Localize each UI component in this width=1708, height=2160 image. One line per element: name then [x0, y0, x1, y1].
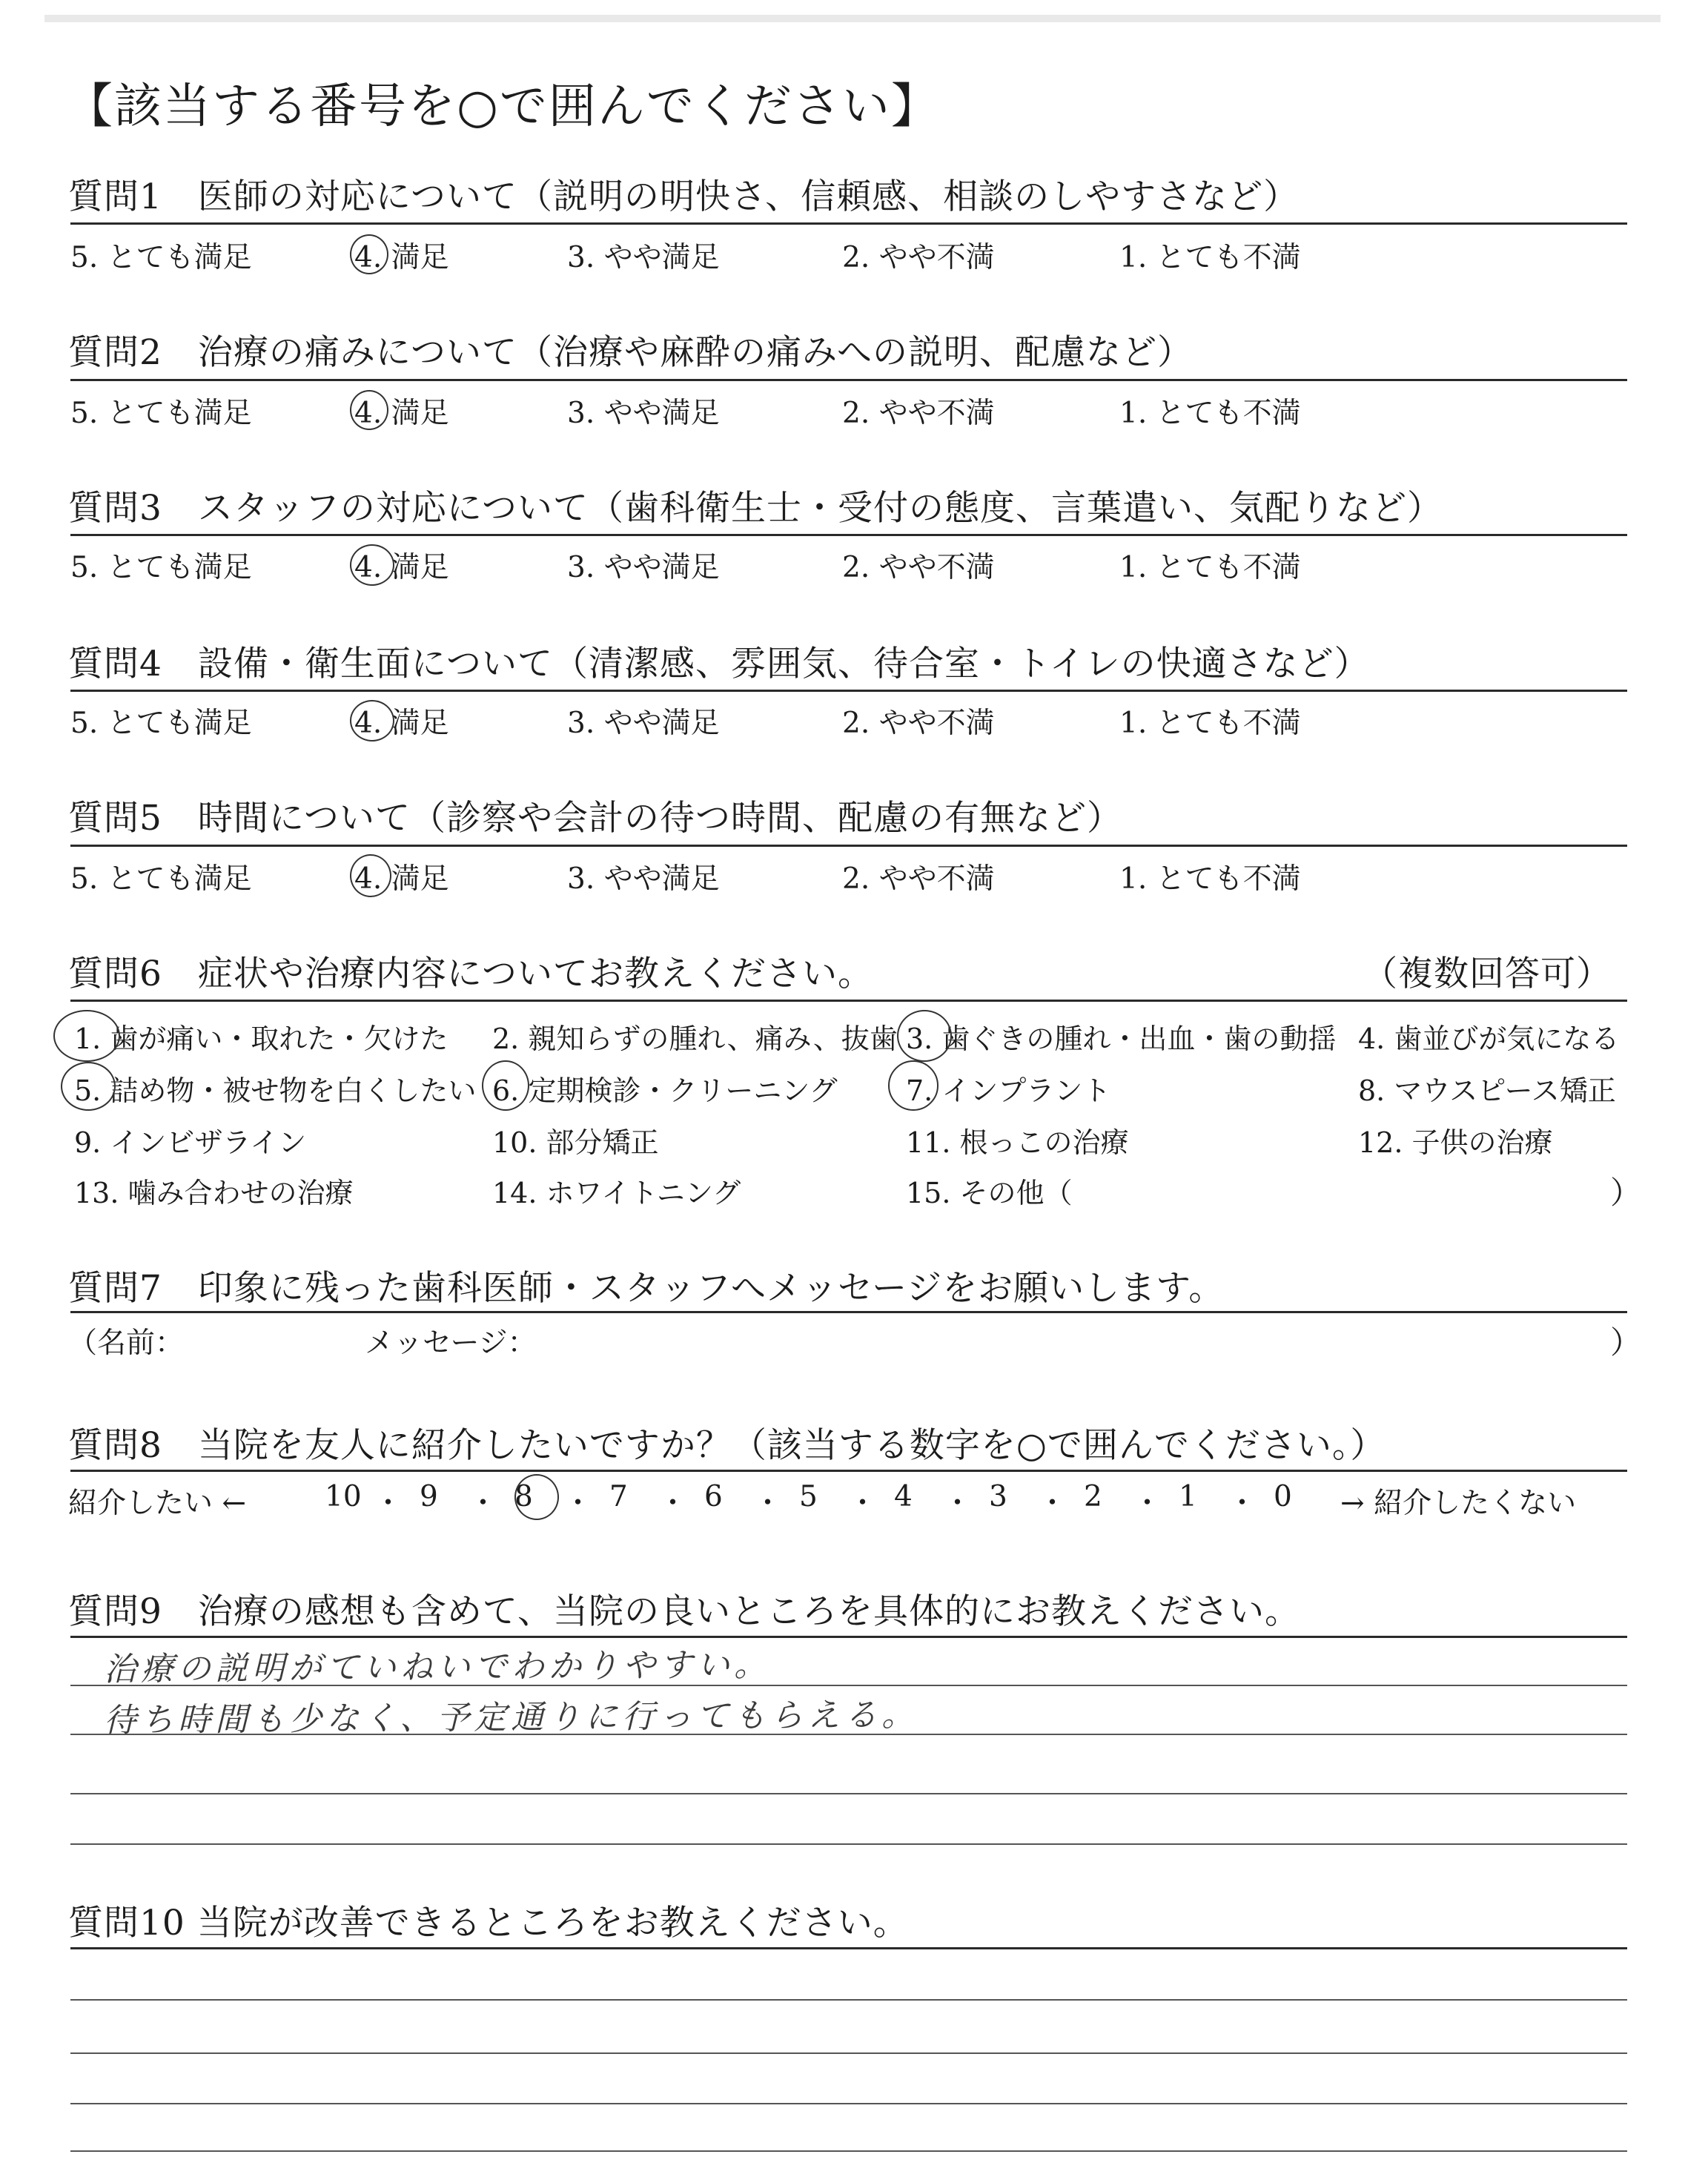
q1-option-4[interactable]: 4. 満足	[354, 241, 449, 274]
question-5-rule	[70, 845, 1627, 847]
selection-circle	[350, 854, 391, 897]
page-heading: 【該当する番号を○で囲んでください】	[65, 79, 940, 134]
q8-number-2[interactable]: 2	[1084, 1480, 1102, 1513]
q8-left-label: 紹介したい ←	[68, 1487, 247, 1520]
question-5-title: 質問5 時間について（診察や会計の待つ時間、配慮の有無など）	[68, 798, 1122, 839]
q3-option-3[interactable]: 3. やや満足	[567, 551, 720, 584]
q6-choice-6[interactable]: 6. 定期検診・クリーニング	[492, 1074, 838, 1107]
question-4-title: 質問4 設備・衛生面について（清潔感、雰囲気、待合室・トイレの快適さなど）	[68, 644, 1370, 684]
q1-option-3[interactable]: 3. やや満足	[567, 241, 720, 274]
selection-circle	[350, 700, 394, 742]
q6-other-close: ）	[1610, 1175, 1642, 1211]
selection-circle	[350, 390, 388, 430]
selection-circle	[888, 1060, 939, 1111]
question-10-rule	[70, 1947, 1627, 1949]
q7-message-label: メッセージ：	[365, 1327, 537, 1360]
q3-option-5[interactable]: 5. とても満足	[70, 551, 252, 584]
q8-number-10[interactable]: 10	[325, 1480, 362, 1513]
answer-line	[70, 2103, 1627, 2104]
question-10-title: 質問10 当院が改善できるところをお教えください。	[68, 1903, 909, 1943]
q7-name-label: （名前：	[68, 1327, 185, 1360]
selection-circle	[482, 1060, 529, 1111]
q6-choice-15[interactable]: 15. その他（	[906, 1177, 1073, 1209]
q4-option-3[interactable]: 3. やや満足	[567, 707, 720, 740]
answer-line	[70, 1843, 1627, 1845]
q6-choice-5[interactable]: 5. 詰め物・被せ物を白くしたい	[74, 1074, 477, 1107]
question-4-rule	[70, 690, 1627, 692]
question-9-title: 質問9 治療の感想も含めて、当院の良いところを具体的にお教えください。	[68, 1591, 1300, 1632]
q5-option-3[interactable]: 3. やや満足	[567, 862, 720, 896]
q8-separator: ・	[1038, 1487, 1068, 1520]
selection-circle	[350, 544, 394, 586]
q5-option-4[interactable]: 4. 満足	[354, 862, 449, 896]
q6-choice-7[interactable]: 7. インプラント	[906, 1074, 1111, 1107]
answer-line	[70, 1999, 1627, 2001]
q6-choice-11[interactable]: 11. 根っこの治療	[906, 1126, 1129, 1159]
q8-separator: ・	[563, 1487, 593, 1520]
selection-circle	[897, 1010, 952, 1062]
q8-separator: ・	[848, 1487, 878, 1520]
q8-separator: ・	[1228, 1487, 1257, 1520]
q6-choice-4[interactable]: 4. 歯並びが気になる	[1358, 1023, 1620, 1055]
q8-separator: ・	[469, 1487, 498, 1520]
q8-number-8[interactable]: 8	[514, 1480, 533, 1513]
q6-choice-2[interactable]: 2. 親知らずの腫れ、痛み、抜歯	[492, 1023, 898, 1055]
question-2-rule	[70, 379, 1627, 381]
question-8-title: 質問8 当院を友人に紹介したいですか？（該当する数字を○で囲んでください。）	[68, 1425, 1386, 1466]
question-6-rule	[70, 1000, 1627, 1002]
q8-number-5[interactable]: 5	[799, 1480, 818, 1513]
q2-option-5[interactable]: 5. とても満足	[70, 397, 252, 430]
answer-line	[70, 2150, 1627, 2152]
q8-separator: ・	[1133, 1487, 1162, 1520]
q8-separator: ・	[943, 1487, 973, 1520]
q8-right-label: → 紹介したくない	[1340, 1487, 1577, 1520]
question-8-rule	[70, 1470, 1627, 1472]
q3-option-1[interactable]: 1. とても不満	[1119, 551, 1301, 584]
q6-choice-8[interactable]: 8. マウスピース矯正	[1358, 1074, 1616, 1107]
q5-option-1[interactable]: 1. とても不満	[1119, 862, 1301, 896]
q2-option-1[interactable]: 1. とても不満	[1119, 397, 1301, 430]
answer-line	[70, 1793, 1627, 1794]
q8-number-9[interactable]: 9	[420, 1480, 438, 1513]
question-2-title: 質問2 治療の痛みについて（治療や麻酔の痛みへの説明、配慮など）	[68, 332, 1194, 373]
q2-option-4[interactable]: 4. 満足	[354, 397, 449, 430]
question-6-note: （複数回答可）	[1363, 954, 1612, 994]
q6-choice-12[interactable]: 12. 子供の治療	[1358, 1126, 1553, 1159]
q6-choice-14[interactable]: 14. ホワイトニング	[492, 1177, 741, 1209]
q6-choice-1[interactable]: 1. 歯が痛い・取れた・欠けた	[74, 1023, 448, 1055]
question-6-title: 質問6 症状や治療内容についてお教えください。	[68, 954, 873, 994]
q9-answer-line-2: 待ち時間も少なく、予定通りに行ってもらえる。	[103, 1696, 919, 1740]
question-3-title: 質問3 スタッフの対応について（歯科衛生士・受付の態度、言葉遣い、気配りなど）	[68, 488, 1443, 529]
q8-number-6[interactable]: 6	[704, 1480, 723, 1513]
q2-option-2[interactable]: 2. やや不満	[842, 397, 995, 430]
question-9-rule	[70, 1636, 1627, 1638]
q6-choice-10[interactable]: 10. 部分矯正	[492, 1126, 659, 1159]
q5-option-2[interactable]: 2. やや不満	[842, 862, 995, 896]
q8-number-3[interactable]: 3	[989, 1480, 1007, 1513]
q6-choice-9[interactable]: 9. インビザライン	[74, 1126, 307, 1159]
question-1-rule	[70, 222, 1627, 225]
q1-option-5[interactable]: 5. とても満足	[70, 241, 252, 274]
q6-choice-3[interactable]: 3. 歯ぐきの腫れ・出血・歯の動揺	[906, 1023, 1337, 1055]
q8-number-0[interactable]: 0	[1274, 1480, 1292, 1513]
q8-separator: ・	[658, 1487, 688, 1520]
q9-answer-line-1: 治療の説明がていねいでわかりやすい。	[103, 1645, 772, 1689]
q2-option-3[interactable]: 3. やや満足	[567, 397, 720, 430]
answer-line	[70, 2052, 1627, 2054]
q8-number-7[interactable]: 7	[609, 1480, 628, 1513]
selection-circle	[53, 1010, 120, 1062]
q4-option-4[interactable]: 4. 満足	[354, 707, 449, 740]
q8-number-1[interactable]: 1	[1179, 1480, 1197, 1513]
q8-separator: ・	[753, 1487, 783, 1520]
selection-circle	[350, 234, 388, 274]
question-7-rule	[70, 1311, 1627, 1313]
question-3-rule	[70, 534, 1627, 536]
q1-option-1[interactable]: 1. とても不満	[1119, 241, 1301, 274]
scan-edge	[44, 15, 1661, 22]
q1-option-2[interactable]: 2. やや不満	[842, 241, 995, 274]
question-7-title: 質問7 印象に残った歯科医師・スタッフへメッセージをお願いします。	[68, 1268, 1225, 1309]
q4-option-1[interactable]: 1. とても不満	[1119, 707, 1301, 740]
selection-circle	[61, 1062, 116, 1111]
q7-close: ）	[1610, 1324, 1642, 1361]
q3-option-2[interactable]: 2. やや不満	[842, 551, 995, 584]
q4-option-2[interactable]: 2. やや不満	[842, 707, 995, 740]
q6-choice-13[interactable]: 13. 噛み合わせの治療	[74, 1177, 354, 1209]
q8-separator: ・	[374, 1487, 403, 1520]
selection-circle	[514, 1474, 559, 1520]
q5-option-5[interactable]: 5. とても満足	[70, 862, 252, 896]
q4-option-5[interactable]: 5. とても満足	[70, 707, 252, 740]
q8-number-4[interactable]: 4	[894, 1480, 913, 1513]
q3-option-4[interactable]: 4. 満足	[354, 551, 449, 584]
question-1-title: 質問1 医師の対応について（説明の明快さ、信頼感、相談のしやすさなど）	[68, 176, 1300, 217]
